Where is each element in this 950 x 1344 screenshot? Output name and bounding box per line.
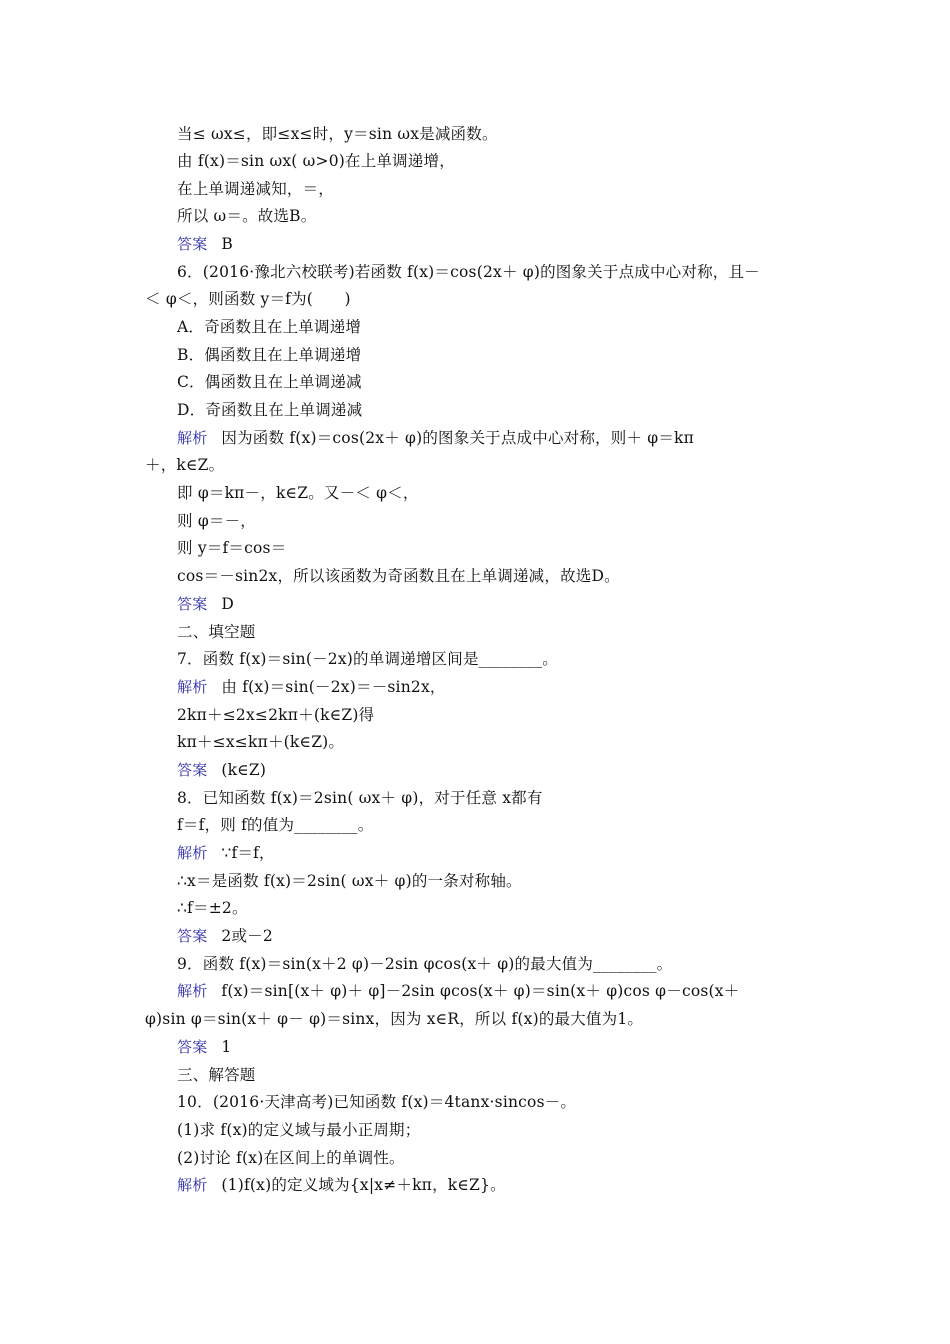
analysis-line bbox=[177, 428, 694, 448]
answer-value: 2或－2 bbox=[221, 927, 273, 945]
answer-line bbox=[177, 1037, 231, 1057]
solution-text-line: 当≤ ωx≤，即≤x≤时，y＝sin ωx是减函数。 bbox=[177, 125, 498, 143]
answer-label: 答案 bbox=[177, 595, 208, 613]
solution-text-line: cos＝－sin2x，所以该函数为奇函数且在上单调递减，故选D。 bbox=[177, 567, 620, 585]
solution-text-line: 所以 ω＝。故选B。 bbox=[177, 207, 317, 225]
question-8-stem: 8．已知函数 f(x)＝2sin( ωx＋ φ)，对于任意 x都有 bbox=[177, 789, 543, 807]
analysis-text: 由 f(x)＝sin(－2x)＝－sin2x， bbox=[221, 678, 446, 696]
analysis-text: 因为函数 f(x)＝cos(2x＋ φ)的图象关于点成中心对称，则＋ φ＝kπ bbox=[221, 429, 695, 447]
answer-line bbox=[177, 926, 273, 946]
question-10-stem: 10．(2016·天津高考)已知函数 f(x)＝4tanx·sincos－。 bbox=[177, 1093, 577, 1111]
answer-value: B bbox=[221, 235, 233, 253]
solution-text-line: 2kπ＋≤2x≤2kπ＋(k∈Z)得 bbox=[177, 706, 375, 724]
question-10-part-1: (1)求 f(x)的定义域与最小正周期； bbox=[177, 1121, 421, 1139]
answer-label: 答案 bbox=[177, 761, 208, 779]
analysis-text: ∵f＝f， bbox=[221, 844, 275, 862]
analysis-label: 解析 bbox=[177, 678, 208, 696]
analysis-label: 解析 bbox=[177, 844, 208, 862]
answer-value: D bbox=[221, 595, 235, 613]
question-6-stem-continued: ＜ φ＜，则函数 y＝f为( ) bbox=[145, 290, 351, 308]
answer-label: 答案 bbox=[177, 1038, 208, 1056]
option-d: D．奇函数且在上单调递减 bbox=[177, 401, 363, 419]
analysis-text: f(x)＝sin[(x＋ φ)＋ φ]－2sin φcos(x＋ φ)＝sin(x＋ φ)cos φ－cos(x＋ bbox=[221, 982, 740, 1000]
solution-text-line: φ)sin φ＝sin(x＋ φ－ φ)＝sinx，因为 x∈R，所以 f(x)的最大值为1。 bbox=[145, 1010, 644, 1028]
answer-label: 答案 bbox=[177, 927, 208, 945]
analysis-label: 解析 bbox=[177, 1176, 208, 1194]
option-a: A．奇函数且在上单调递增 bbox=[177, 318, 362, 336]
question-6-stem: 6．(2016·豫北六校联考)若函数 f(x)＝cos(2x＋ φ)的图象关于点成中心对称，且－ bbox=[177, 263, 760, 281]
solution-text-line: ∴f＝±2。 bbox=[177, 899, 248, 917]
question-10-part-2: (2)讨论 f(x)在区间上的单调性。 bbox=[177, 1149, 405, 1167]
solution-text-line: 即 φ＝kπ－，k∈Z。又－＜ φ＜， bbox=[177, 484, 419, 502]
answer-line bbox=[177, 760, 266, 780]
answer-value: (k∈Z) bbox=[221, 761, 267, 779]
solution-text-line: ∴x＝是函数 f(x)＝2sin( ωx＋ φ)的一条对称轴。 bbox=[177, 872, 522, 890]
solution-text-line: 在上单调递减知，＝， bbox=[177, 180, 335, 198]
analysis-line bbox=[177, 843, 275, 863]
answer-label: 答案 bbox=[177, 235, 208, 253]
answer-value: 1 bbox=[221, 1038, 232, 1056]
answer-line bbox=[177, 234, 233, 254]
question-8-stem-continued: f＝f，则 f的值为________。 bbox=[177, 816, 374, 834]
analysis-label: 解析 bbox=[177, 982, 208, 1000]
solution-text-line: kπ＋≤x≤kπ＋(k∈Z)。 bbox=[177, 733, 345, 751]
section-heading: 三、解答题 bbox=[177, 1066, 256, 1084]
question-7-stem: 7．函数 f(x)＝sin(－2x)的单调递增区间是________。 bbox=[177, 650, 558, 668]
solution-text-line: ＋，k∈Z。 bbox=[145, 456, 225, 474]
analysis-line bbox=[177, 981, 739, 1001]
answer-line bbox=[177, 594, 234, 614]
question-9-stem: 9．函数 f(x)＝sin(x＋2 φ)－2sin φcos(x＋ φ)的最大值为________。 bbox=[177, 955, 673, 973]
analysis-line bbox=[177, 1175, 506, 1195]
analysis-text: (1)f(x)的定义域为{x|x≠＋kπ，k∈Z}。 bbox=[221, 1176, 506, 1194]
option-c: C．偶函数且在上单调递减 bbox=[177, 373, 362, 391]
solution-text-line: 则 φ＝－， bbox=[177, 512, 256, 530]
solution-text-line: 由 f(x)＝sin ωx( ω>0)在上单调递增， bbox=[177, 152, 455, 170]
section-heading: 二、填空题 bbox=[177, 623, 256, 641]
analysis-label: 解析 bbox=[177, 429, 208, 447]
option-b: B．偶函数且在上单调递增 bbox=[177, 346, 362, 364]
solution-text-line: 则 y＝f＝cos＝ bbox=[177, 539, 287, 557]
analysis-line bbox=[177, 677, 446, 697]
